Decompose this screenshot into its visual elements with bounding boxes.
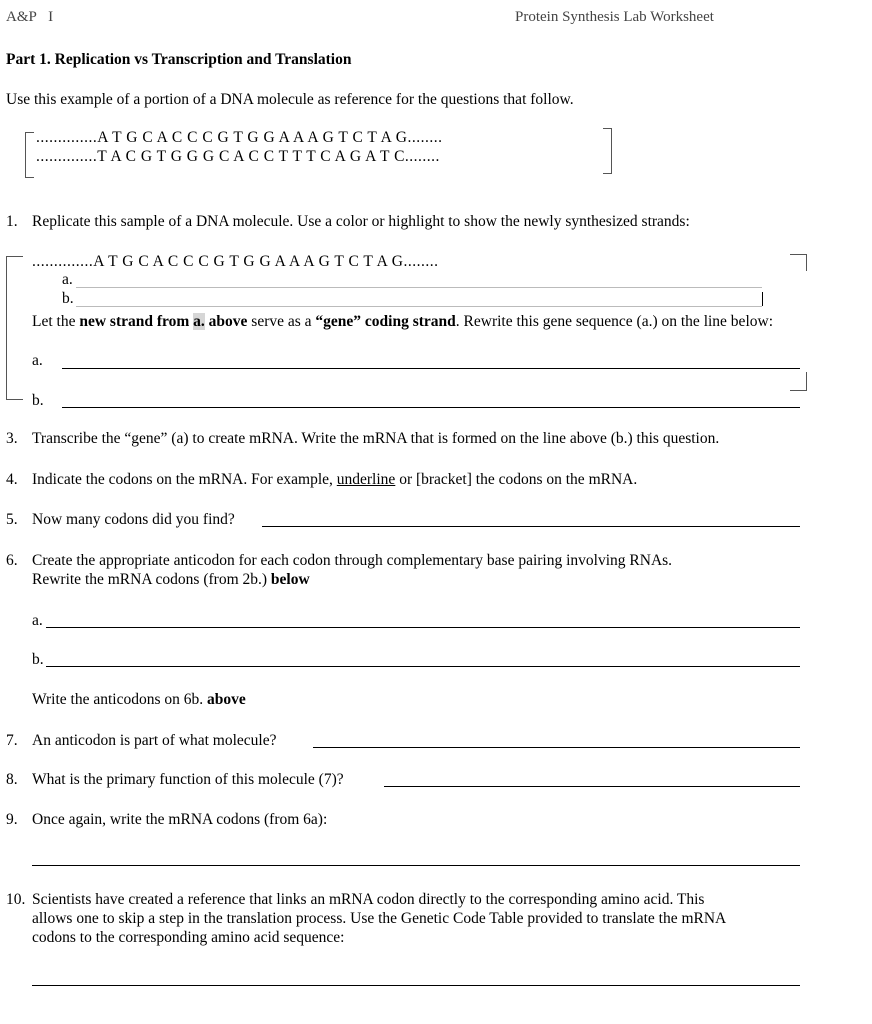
- q5-text: Now many codons did you find?: [32, 511, 235, 528]
- q1-bracket-right-bottom: [790, 372, 807, 391]
- q6-line2: Rewrite the mRNA codons (from 2b.) below: [32, 571, 310, 588]
- q10-line3: codons to the corresponding amino acid sequence:: [32, 929, 345, 946]
- course-label: A&P I: [6, 9, 54, 25]
- q10-answer-line[interactable]: [32, 985, 800, 986]
- worksheet-title: Protein Synthesis Lab Worksheet: [515, 9, 714, 25]
- q10-line1: Scientists have created a reference that links an mRNA codon directly to the corresponding amino acid. This: [32, 891, 705, 908]
- q1-text: Replicate this sample of a DNA molecule. Use a color or highlight to show the newly synthesized strands:: [32, 213, 690, 230]
- q10-number: 10.: [6, 891, 26, 908]
- q9-text: Once again, write the mRNA codons (from 6a):: [32, 811, 328, 828]
- q1-a-label: a.: [62, 271, 73, 288]
- q1-b-label: b.: [62, 290, 74, 307]
- q6-b-label: b.: [32, 651, 44, 668]
- q2-b-line[interactable]: [62, 407, 800, 408]
- q1-bracket-right-top: [790, 254, 807, 271]
- q2-a-label: a.: [32, 352, 43, 369]
- q4-number: 4.: [6, 471, 18, 488]
- q9-answer-line[interactable]: [32, 865, 800, 866]
- q8-number: 8.: [6, 771, 18, 788]
- text-cursor: [762, 292, 763, 306]
- q8-text: What is the primary function of this molecule (7)?: [32, 771, 344, 788]
- intro-text: Use this example of a portion of a DNA molecule as reference for the questions that follow.: [6, 91, 574, 108]
- dna-bracket-right: [603, 128, 612, 174]
- q7-text: An anticodon is part of what molecule?: [32, 732, 277, 749]
- q6-a-line[interactable]: [46, 627, 800, 628]
- q6-number: 6.: [6, 552, 18, 569]
- q3-text: Transcribe the “gene” (a) to create mRNA. Write the mRNA that is formed on the line above (b.) this question.: [32, 430, 720, 447]
- q1-a-line[interactable]: [76, 287, 762, 288]
- q4-text: Indicate the codons on the mRNA. For example, underline or [bracket] the codons on the mRNA.: [32, 471, 638, 488]
- dna-top-strand: ..............A T G C A C C C G T G G A A A G T C T A G........: [36, 129, 443, 146]
- q5-number: 5.: [6, 511, 18, 528]
- q1-sequence: ..............A T G C A C C C G T G G A A A G T C T A G........: [32, 253, 439, 270]
- q3-number: 3.: [6, 430, 18, 447]
- part-title: Part 1. Replication vs Transcription and Translation: [6, 51, 352, 68]
- q6-a-label: a.: [32, 612, 43, 629]
- q2-a-line[interactable]: [62, 368, 800, 369]
- q10-line2: allows one to skip a step in the translation process. Use the Genetic Code Table provided to translate the mRNA: [32, 910, 727, 927]
- q6-line1: Create the appropriate anticodon for each codon through complementary base pairing involving RNAs.: [32, 552, 673, 569]
- q1-number: 1.: [6, 213, 18, 230]
- q2-b-label: b.: [32, 392, 44, 409]
- dna-bracket-left: [25, 132, 34, 178]
- q1-bracket-left: [6, 256, 23, 400]
- q6-b-line[interactable]: [46, 666, 800, 667]
- q8-answer-line[interactable]: [384, 786, 800, 787]
- q5-answer-line[interactable]: [262, 526, 800, 527]
- q2-text: Let the new strand from a. above serve as a “gene” coding strand. Rewrite this gene sequence (a.) on the line below:: [32, 313, 773, 330]
- q7-answer-line[interactable]: [313, 747, 800, 748]
- q6-note: Write the anticodons on 6b. above: [32, 691, 246, 708]
- q9-number: 9.: [6, 811, 18, 828]
- q7-number: 7.: [6, 732, 18, 749]
- q1-b-line[interactable]: [76, 306, 762, 307]
- dna-bottom-strand: ..............T A C G T G G G C A C C T T T C A G A T C........: [36, 148, 440, 165]
